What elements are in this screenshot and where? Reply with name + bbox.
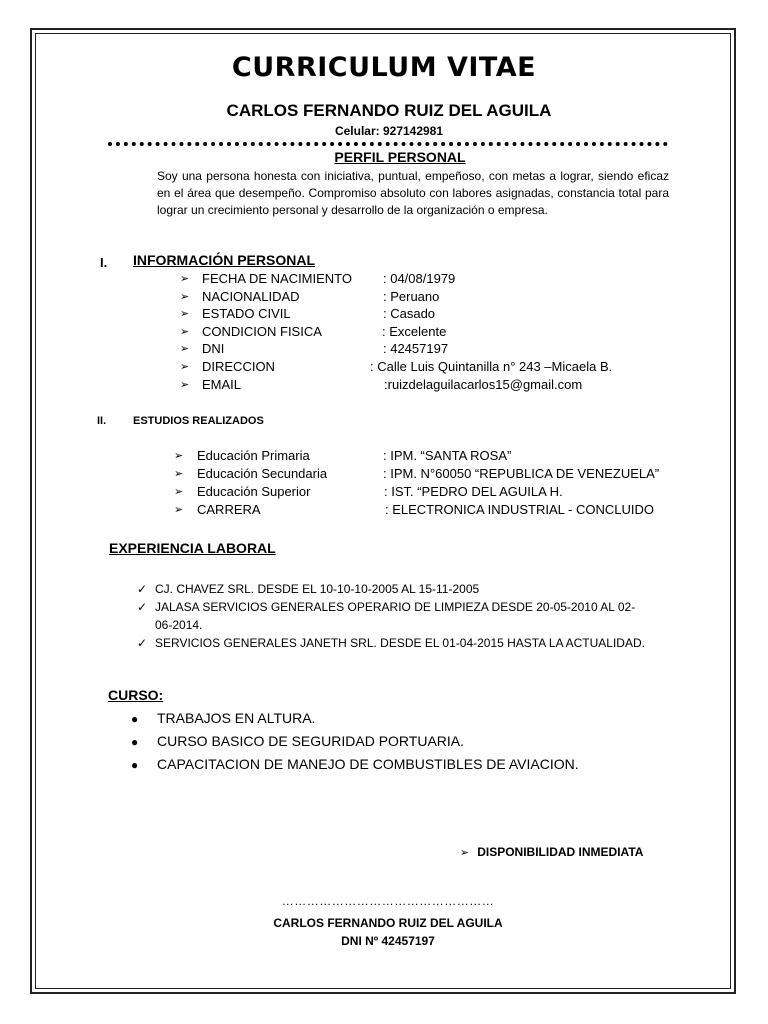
list-item-label: CONDICION FISICA — [202, 323, 322, 339]
round-bullet-icon: ● — [131, 758, 139, 772]
list-item-label: CARRERA — [197, 502, 261, 517]
list-item — [0, 289, 768, 307]
list-item — [0, 271, 768, 289]
list-item — [0, 466, 768, 484]
disponibilidad-line — [460, 845, 643, 859]
check-icon: ✓ — [137, 636, 148, 650]
list-item-label: Educación Secundaria — [197, 466, 328, 481]
curso-heading: CURSO: — [108, 687, 164, 703]
list-item — [0, 448, 768, 466]
phone-number: Celular: 927142981 — [334, 124, 444, 138]
arrow-bullet-icon: ➢ — [180, 308, 190, 321]
section-number-2: II. — [97, 415, 107, 427]
list-item-value: : ELECTRONICA INDUSTRIAL - CONCLUIDO — [385, 502, 654, 517]
list-item-text: CJ. CHAVEZ SRL. DESDE EL 10-10-10-2005 AL 15-11-2005 — [155, 582, 480, 596]
arrow-bullet-icon: ➢ — [180, 290, 190, 303]
arrow-bullet-icon: ➢ — [174, 450, 184, 462]
arrow-bullet-icon: ➢ — [174, 468, 184, 480]
arrow-bullet-icon: ➢ — [174, 486, 184, 498]
list-item-text: SERVICIOS GENERALES JANETH SRL. DESDE EL 01-04-2015 HASTA LA ACTUALIDAD. — [155, 636, 645, 650]
list-item-label: FECHA DE NACIMIENTO — [202, 271, 353, 286]
list-item-label: Educación Superior — [197, 484, 311, 499]
round-bullet-icon: ● — [131, 735, 139, 749]
list-item-value: : IPM. N°60050 “REPUBLICA DE VENEZUELA” — [383, 466, 660, 481]
list-item — [0, 324, 768, 342]
arrow-bullet-icon: ➢ — [180, 273, 190, 285]
list-item-value: : IST. “PEDRO DEL AGUILA H. — [384, 484, 563, 499]
signature-name: CARLOS FERNANDO RUIZ DEL AGUILA — [273, 916, 503, 930]
arrow-bullet-icon: ➢ — [180, 378, 190, 391]
list-item-label: ESTADO CIVIL — [202, 306, 291, 322]
perfil-text: Soy una persona honesta con iniciativa, puntual, empeñoso, con metas a lograr, siendo eficaz en el área que desempeño. Compromiso absoluto con labores asignadas, constancia total para lograr un crecimiento personal y desarrollo de la organización o empresa. — [157, 169, 669, 217]
perfil-heading: PERFIL PERSONAL — [334, 149, 466, 165]
list-item-label: DIRECCION — [202, 359, 275, 374]
list-item — [0, 341, 768, 359]
list-item-value: : Calle Luis Quintanilla n° 243 –Micaela B. — [370, 359, 613, 374]
experiencia-heading: EXPERIENCIA LABORAL — [109, 540, 276, 556]
list-item-text: CAPACITACION DE MANEJO DE COMBUSTIBLES DE AVIACION. — [157, 756, 579, 772]
list-item-value: : Peruano — [383, 288, 440, 304]
arrow-bullet-icon: ➢ — [460, 847, 470, 859]
arrow-bullet-icon: ➢ — [180, 343, 190, 356]
section-number-1: I. — [100, 255, 108, 270]
candidate-name: CARLOS FERNANDO RUIZ DEL AGUILA — [226, 101, 552, 120]
arrow-bullet-icon: ➢ — [180, 361, 190, 373]
list-item-text: CURSO BASICO DE SEGURIDAD PORTUARIA. — [157, 733, 465, 749]
list-item-value: : Casado — [383, 306, 436, 322]
list-item-label: NACIONALIDAD — [202, 288, 300, 304]
list-item-label: DNI — [202, 341, 225, 357]
arrow-bullet-icon: ➢ — [174, 504, 184, 516]
dotted-divider — [108, 142, 668, 146]
list-item-value: : 04/08/1979 — [383, 271, 456, 286]
list-item-value: : 42457197 — [383, 341, 449, 357]
check-icon: ✓ — [137, 582, 148, 596]
signature-dni: DNI Nº 42457197 — [341, 934, 435, 948]
list-item — [0, 484, 768, 502]
round-bullet-icon: ● — [131, 712, 139, 726]
list-item-text: JALASA SERVICIOS GENERALES OPERARIO DE LIMPIEZA DESDE 20-05-2010 AL 02-06-2014. — [155, 600, 636, 632]
list-item-value: :ruizdelaguilacarlos15@gmail.com — [384, 376, 583, 392]
estudios-heading: ESTUDIOS REALIZADOS — [133, 415, 264, 427]
check-icon: ✓ — [137, 600, 148, 614]
list-item — [0, 359, 768, 377]
disponibilidad-text: DISPONIBILIDAD INMEDIATA — [477, 845, 644, 859]
list-item-text: TRABAJOS EN ALTURA. — [157, 710, 316, 726]
list-item-label: EMAIL — [202, 376, 242, 392]
list-item-value: : IPM. “SANTA ROSA” — [383, 448, 512, 463]
arrow-bullet-icon: ➢ — [180, 325, 190, 338]
list-item-label: Educación Primaria — [197, 448, 310, 463]
list-item — [0, 377, 768, 395]
list-item — [0, 502, 768, 520]
signature-line: …………………………………………… — [281, 894, 495, 908]
document-title: CURRICULUM VITAE — [231, 52, 537, 83]
list-item-value: : Excelente — [382, 323, 447, 339]
list-item — [0, 306, 768, 324]
informacion-heading: INFORMACIÓN PERSONAL — [133, 252, 315, 268]
